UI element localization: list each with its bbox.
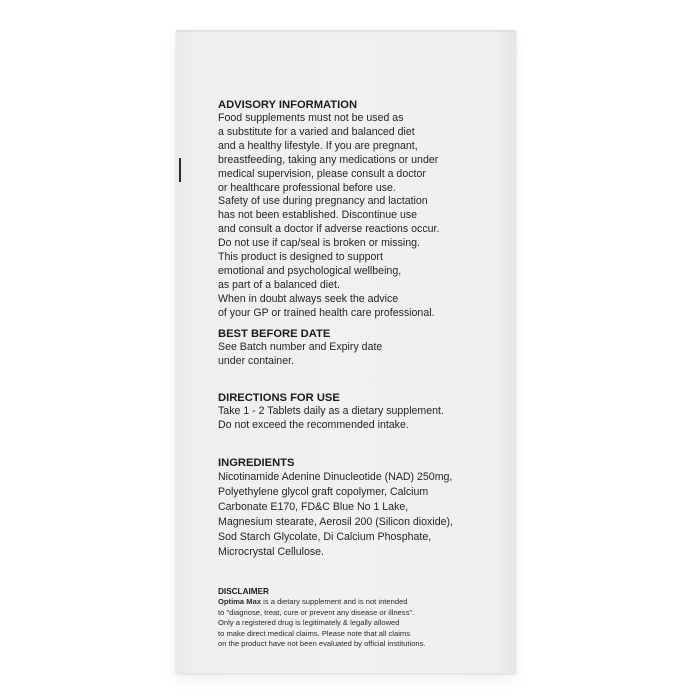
disclaimer-line — [218, 597, 508, 608]
disclaimer-line: Only a registered drug is legitimately & legally allowed — [218, 618, 400, 628]
advisory-heading: ADVISORY INFORMATION — [218, 99, 358, 111]
disclaimer-line: to "diagnose, treat, cure or prevent any disease or illness". — [218, 607, 415, 617]
directions-heading: DIRECTIONS FOR USE — [218, 392, 340, 404]
box-top-edge — [176, 30, 516, 33]
advisory-line: and a healthy lifestyle. If you are pregnant, — [218, 139, 418, 152]
disclaimer-section — [218, 587, 508, 650]
directions-line: Do not exceed the recommended intake. — [218, 418, 409, 431]
ingredients-line: Carbonate E170, FD&C Blue No 1 Lake, — [218, 501, 409, 513]
advisory-section — [218, 98, 508, 321]
advisory-line: a substitute for a varied and balanced diet — [218, 125, 415, 138]
ingredients-line: Microcrystal Cellulose. — [218, 546, 324, 558]
directions-section — [218, 391, 508, 433]
advisory-line: medical supervision, please consult a doctor — [218, 167, 426, 180]
advisory-line: of your GP or trained health care professional. — [218, 306, 435, 319]
disclaimer-first-line-rest: is a dietary supplement and is not intended — [261, 597, 408, 606]
best-before-section — [218, 327, 508, 369]
disclaimer-line: on the product have not been evaluated by official institutions. — [218, 639, 426, 649]
advisory-line: Safety of use during pregnancy and lactation — [218, 195, 428, 208]
best-before-line: See Batch number and Expiry date — [218, 341, 383, 353]
box-side-tab — [179, 158, 181, 182]
advisory-line: has not been established. Discontinue use — [218, 209, 418, 222]
advisory-line: When in doubt always seek the advice — [218, 292, 399, 305]
ingredients-section — [218, 456, 508, 560]
product-name: Optima Max — [218, 597, 262, 606]
advisory-line: and consult a doctor if adverse reactions occur. — [218, 223, 440, 236]
advisory-line: or healthcare professional before use. — [218, 181, 396, 194]
best-before-line: under container. — [218, 354, 294, 367]
ingredients-heading: INGREDIENTS — [218, 457, 295, 469]
advisory-line: emotional and psychological wellbeing, — [218, 264, 402, 277]
ingredients-line: Magnesium stearate, Aerosil 200 (Silicon dioxide), — [218, 516, 453, 528]
disclaimer-heading: DISCLAIMER — [218, 587, 269, 596]
directions-line: Take 1 - 2 Tablets daily as a dietary supplement. — [218, 405, 444, 417]
advisory-line: This product is designed to support — [218, 251, 383, 264]
ingredients-line: Nicotinamide Adenine Dinucleotide (NAD) 250mg, — [218, 471, 453, 483]
best-before-heading: BEST BEFORE DATE — [218, 328, 331, 340]
disclaimer-line: to make direct medical claims. Please note that all claims — [218, 628, 411, 638]
advisory-line: as part of a balanced diet. — [218, 278, 340, 291]
ingredients-line: Sod Starch Glycolate, Di Calcium Phosphate, — [218, 531, 432, 543]
advisory-line: Do not use if cap/seal is broken or missing. — [218, 237, 420, 250]
advisory-line: Food supplements must not be used as — [218, 112, 404, 124]
ingredients-line: Polyethylene glycol graft copolymer, Calcium — [218, 486, 429, 498]
advisory-line: breastfeeding, taking any medications or under — [218, 153, 439, 166]
